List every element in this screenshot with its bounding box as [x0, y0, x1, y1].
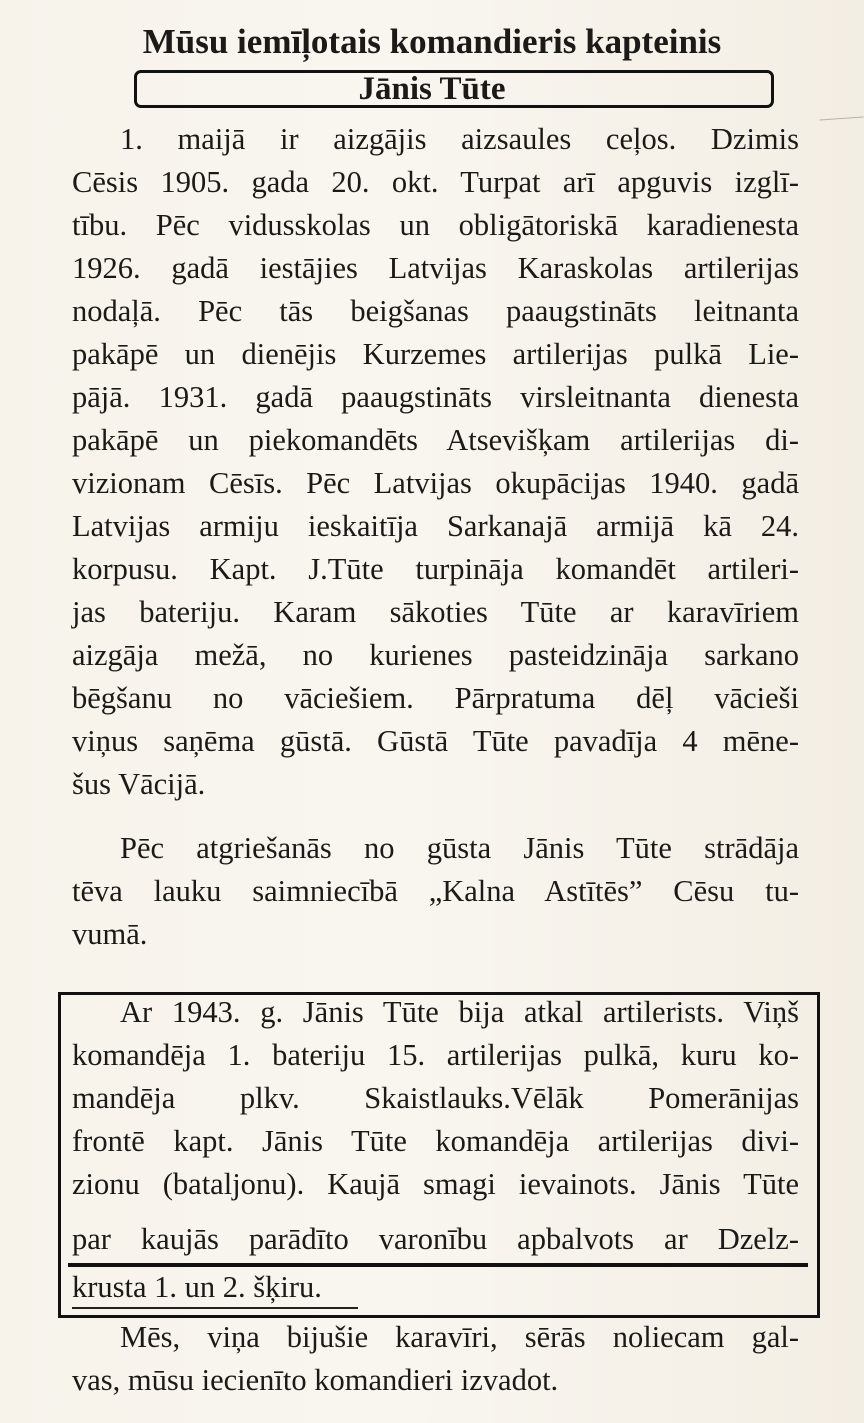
margin-pencil-mark	[820, 116, 864, 132]
paragraph-1-line: viņus saņēma gūstā. Gūstā Tūte pavadīja 4 mēne-	[72, 724, 799, 758]
paragraph-1-line: šus Vācijā.	[72, 767, 206, 801]
paragraph-1-line: Cēsis 1905. gada 20. okt. Turpat arī apguvis izglī-	[72, 165, 799, 199]
underline-mark	[68, 1263, 808, 1267]
paragraph-1-line: 1. maijā ir aizgājis aizsaules ceļos. Dzimis	[120, 122, 799, 156]
paragraph-1-line: nodaļā. Pēc tās beigšanas paaugstināts leitnanta	[72, 294, 799, 328]
paragraph-1-line: bēgšanu no vāciešiem. Pārpratuma dēļ vācieši	[72, 681, 799, 715]
paragraph-1-line: jas bateriju. Karam sākoties Tūte ar karavīriem	[72, 595, 799, 629]
paragraph-3-line: krusta 1. un 2. šķiru.	[72, 1270, 322, 1304]
paragraph-1-line: 1926. gadā iestājies Latvijas Karaskolas artilerijas	[72, 251, 799, 285]
paragraph-1-line: aizgāja mežā, no kurienes pasteidzināja sarkano	[72, 638, 799, 672]
paragraph-1-line: tību. Pēc vidusskolas un obligātoriskā karadienesta	[72, 208, 799, 242]
paragraph-3-line: frontē kapt. Jānis Tūte komandēja artilerijas divi-	[72, 1124, 799, 1158]
paragraph-4-line: vas, mūsu iecienīto komandieri izvadot.	[72, 1363, 559, 1397]
paragraph-1-line: korpusu. Kapt. J.Tūte turpināja komandēt artileri-	[72, 552, 799, 586]
article-subject-name: Jānis Tūte	[358, 71, 506, 107]
paragraph-4-line: Mēs, viņa bijušie karavīri, sērās noliecam gal-	[120, 1320, 799, 1354]
paragraph-3-line: par kaujās parādīto varonību apbalvots ar Dzelz-	[72, 1222, 799, 1256]
paragraph-2-line: tēva lauku saimniecībā „Kalna Astītēs” Cēsu tu-	[72, 874, 799, 908]
paragraph-2-line: vumā.	[72, 917, 148, 951]
paragraph-1-line: pakāpē un piekomandēts Atsevišķam artilerijas di-	[72, 423, 799, 457]
paragraph-2-line: Pēc atgriešanās no gūsta Jānis Tūte strādāja	[120, 831, 799, 865]
paragraph-3-line: komandēja 1. bateriju 15. artilerijas pulkā, kuru ko-	[72, 1038, 799, 1072]
paragraph-1-line: Latvijas armiju ieskaitīja Sarkanajā armijā kā 24.	[72, 509, 799, 543]
article-title: Mūsu iemīļotais komandieris kapteinis	[142, 22, 722, 61]
paragraph-3-line: zionu (bataljonu). Kaujā smagi ievainots. Jānis Tūte	[72, 1167, 799, 1201]
paragraph-1-line: pakāpē un dienējis Kurzemes artilerijas pulkā Lie-	[72, 337, 799, 371]
paragraph-3-line: Ar 1943. g. Jānis Tūte bija atkal artilerists. Viņš	[120, 995, 799, 1029]
paragraph-3-line: mandēja plkv. Skaistlauks.Vēlāk Pomerānijas	[72, 1081, 799, 1115]
paragraph-1-line: pājā. 1931. gadā paaugstināts virsleitnanta dienesta	[72, 380, 799, 414]
paragraph-1-line: vizionam Cēsīs. Pēc Latvijas okupācijas 1940. gadā	[72, 466, 799, 500]
underline-mark-short	[72, 1307, 358, 1309]
